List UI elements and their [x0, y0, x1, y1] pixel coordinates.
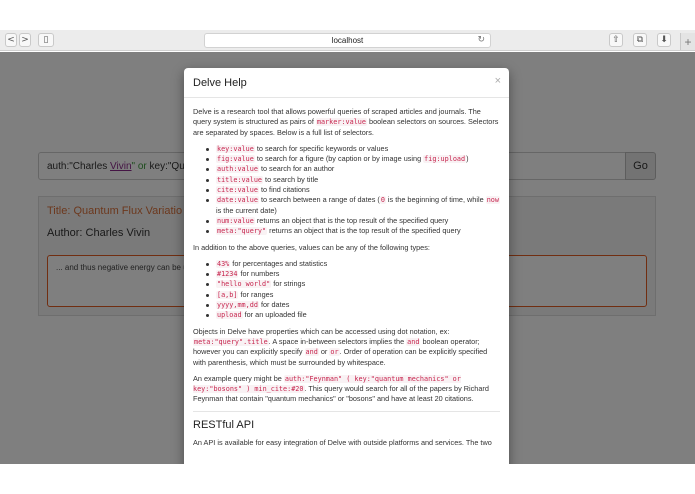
selector-text: to search for an author: [258, 164, 335, 174]
values-list: [193, 259, 500, 321]
objects-paragraph: [193, 327, 500, 368]
modal-title: Delve Help: [193, 77, 247, 89]
selector-code: cite:value: [217, 186, 258, 195]
list-item: [206, 144, 500, 154]
value-code: yyyy,mm,dd: [217, 301, 258, 310]
plus-icon: +: [684, 34, 692, 49]
selector-list: [193, 144, 500, 237]
url-text: localhost: [331, 36, 364, 45]
list-item: [206, 290, 500, 300]
list-item: [206, 279, 500, 289]
selector-code: title:value: [217, 175, 263, 184]
downloads-icon: ⬇: [660, 35, 668, 45]
selector-code: auth:value: [217, 165, 258, 174]
list-item: [206, 216, 500, 226]
value-code: "hello world": [217, 280, 271, 289]
selector-code: num:value: [217, 216, 254, 225]
objects-code: and: [407, 337, 420, 346]
list-item: [206, 164, 500, 174]
example-text: An example query might be: [193, 373, 284, 383]
selector-code: now: [486, 196, 499, 205]
list-item: [206, 175, 500, 185]
modal-body: [184, 98, 509, 448]
api-paragraph: An API is available for easy integration of Delve with outside platforms and services. The two: [193, 438, 492, 448]
selector-code: date:value: [217, 196, 258, 205]
selector-code: fig:upload: [424, 155, 466, 164]
example-text: . This query would search for all of the papers by Richard Feynman that contain "quantum mechanics" or "bosons" and have at least 20 citations.: [193, 384, 489, 404]
list-item: [206, 154, 500, 164]
sidebar-button[interactable]: [38, 33, 54, 47]
value-code: upload: [217, 311, 242, 320]
selector-text: ): [466, 154, 469, 164]
objects-text: Objects in Delve have properties which can be accessed using dot notation, ex:: [193, 326, 450, 336]
objects-text: or: [318, 347, 330, 357]
values-intro: In addition to the above queries, values can be any of the following types:: [193, 242, 430, 252]
selector-text: is the current date): [216, 205, 277, 215]
selector-text: to search for a figure (by caption or by image using: [254, 154, 424, 164]
intro-text: Delve is a research tool that allows powerful queries of scraped articles and journals. The query system is structured as pairs of: [193, 107, 481, 127]
intro-code: marker:value: [316, 118, 366, 127]
list-item: [206, 310, 500, 320]
browser-toolbar: [0, 30, 695, 51]
tabs-button[interactable]: [633, 33, 647, 47]
share-icon: ⇧: [612, 35, 620, 45]
list-item: [206, 269, 500, 279]
intro-text: boolean selectors on sources. Selectors are separated by spaces. Below is a full list of selectors.: [193, 117, 499, 137]
value-code: 43%: [217, 259, 230, 268]
value-text: for dates: [258, 300, 290, 310]
selector-code: fig:value: [217, 155, 254, 164]
modal-header: [184, 68, 509, 98]
selector-code: key:value: [217, 144, 254, 153]
value-text: for strings: [271, 279, 306, 289]
top-margin: [0, 0, 695, 30]
value-text: for ranges: [238, 289, 274, 299]
value-text: for an uploaded file: [242, 310, 307, 320]
tabs-icon: ⧉: [636, 35, 644, 45]
objects-text: . A space in-between selectors implies the: [268, 336, 407, 346]
list-item: [206, 195, 500, 216]
help-modal: [184, 68, 509, 464]
address-bar[interactable]: [204, 33, 491, 48]
back-icon: <: [7, 35, 15, 45]
selector-text: is the beginning of time, while: [385, 195, 486, 205]
back-button[interactable]: [5, 33, 17, 47]
objects-code: and: [305, 348, 318, 357]
selector-text: to search for specific keywords or values: [254, 143, 389, 153]
objects-code: meta:"query".title: [194, 337, 268, 346]
close-icon[interactable]: ×: [494, 75, 501, 87]
selector-code: meta:"query": [217, 227, 267, 236]
forward-icon: >: [21, 35, 29, 45]
selector-text: to find citations: [258, 185, 310, 195]
bottom-margin: [0, 464, 695, 494]
forward-button[interactable]: [19, 33, 31, 47]
selector-text: returns an object that is the top result of the specified query: [267, 226, 461, 236]
value-text: for numbers: [238, 269, 280, 279]
new-tab-button[interactable]: [680, 33, 695, 50]
intro-paragraph: [193, 107, 500, 138]
value-text: for percentages and statistics: [230, 258, 328, 268]
page-content: [0, 52, 695, 464]
list-item: [206, 226, 500, 236]
api-heading: RESTful API: [193, 418, 255, 431]
share-button[interactable]: [609, 33, 623, 47]
selector-text: to search by title: [263, 174, 319, 184]
example-paragraph: [193, 374, 500, 405]
objects-code: or: [330, 348, 339, 357]
objects-text: boolean operator; however you can explicitly specify: [193, 336, 480, 357]
value-code: [a,b]: [217, 290, 238, 299]
list-item: [206, 300, 500, 310]
reload-icon[interactable]: ↻: [477, 35, 485, 45]
section-divider: [193, 411, 500, 412]
value-code: #1234: [217, 270, 238, 279]
objects-text: . Order of operation can be explicitly specified with parenthesis, which must be surrounded by whitespace.: [193, 347, 488, 367]
downloads-button[interactable]: [657, 33, 671, 47]
selector-text: returns an object that is the top result of the specified query: [254, 215, 449, 225]
selector-text: to search between a range of dates (: [258, 195, 380, 205]
list-item: [206, 185, 500, 195]
example-code: auth:"Feynman" ( key:"quantum mechanics" or key:"bosons" ) min_cite:#20: [193, 374, 461, 394]
selector-code: 0: [380, 196, 385, 205]
sidebar-icon: ▯: [43, 35, 49, 45]
list-item: [206, 259, 500, 269]
